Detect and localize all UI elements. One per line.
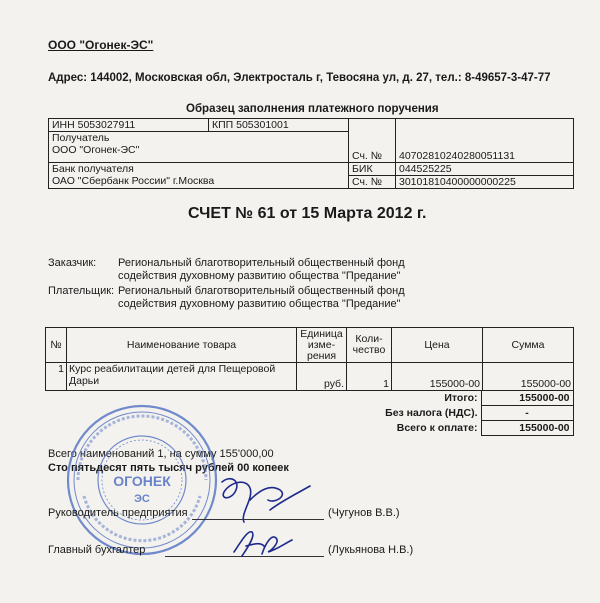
customer-line1: Региональный благотворительный общественный фонд [118, 257, 405, 269]
col-header-qty: Коли-чество [347, 328, 392, 363]
summary-words: Сто пятьдесят пять тысяч рублей 00 копеек [48, 462, 289, 474]
corr-account-number: 30101810400000000225 [396, 176, 574, 189]
accountant-label: Главный бухгалтер [48, 544, 146, 556]
seller-address: Адрес: 144002, Московская обл, Электросталь г, Тевосяна ул, д. 27, тел.: 8-49657-3-47-77 [48, 72, 551, 84]
bank-name: ОАО "Сбербанк России" г.Москва [52, 175, 215, 187]
col-header-name: Наименование товара [67, 328, 297, 363]
requisites-table [48, 118, 574, 189]
row-sum: 155000-00 [483, 363, 574, 391]
bank-label: Банк получателя [52, 163, 134, 175]
row-qty: 1 [347, 363, 392, 391]
customer-line2: содействия духовному развитию общества "Предание" [118, 270, 401, 282]
vat-label: Без налога (НДС). [385, 407, 478, 419]
accountant-name: (Лукьянова Н.В.) [328, 544, 414, 556]
invoice-title: СЧЕТ № 61 от 15 Марта 2012 г. [188, 205, 427, 222]
seller-name: ООО "Огонек-ЭС" [48, 38, 154, 52]
company-stamp [62, 400, 222, 560]
vat-value: - [481, 406, 573, 421]
recipient-cell [49, 132, 349, 163]
col-header-num: № [46, 328, 67, 363]
col-header-sum: Сумма [483, 328, 574, 363]
col-header-price: Цена [392, 328, 483, 363]
accountant-signature [228, 522, 298, 562]
totals-table [300, 390, 574, 436]
kpp-cell: КПП 505301001 [209, 119, 349, 132]
row-price: 155000-00 [392, 363, 483, 391]
stamp-sub-text: ЭС [134, 493, 150, 505]
table-row [46, 363, 574, 391]
total-value: 155000-00 [481, 391, 573, 406]
director-label: Руководитель предприятия [48, 507, 188, 519]
payment-sample-title: Образец заполнения платежного поручения [186, 103, 439, 115]
due-label: Всего к оплате: [396, 422, 478, 434]
director-signature [210, 470, 320, 530]
due-value: 155000-00 [481, 421, 573, 436]
payer-line2: содействия духовному развитию общества "Предание" [118, 298, 401, 310]
stamp-center-text: ОГОНЕК [113, 473, 171, 489]
payer-line1: Региональный благотворительный общественный фонд [118, 285, 405, 297]
bik-label: БИК [349, 163, 396, 176]
payer-label: Плательщик: [48, 285, 115, 297]
director-name: (Чугунов В.В.) [328, 507, 400, 519]
total-label: Итого: [444, 392, 478, 404]
row-name: Курс реабилитации детей для Пещеровой Дарьи [67, 363, 297, 391]
corr-account-label: Сч. № [349, 176, 396, 189]
account-label: Сч. № [349, 132, 396, 163]
customer-label: Заказчик: [48, 257, 97, 269]
row-num: 1 [46, 363, 67, 391]
recipient-name: ООО "Огонек-ЭС" [52, 144, 140, 156]
bik-value: 044525225 [396, 163, 574, 176]
bank-cell [49, 163, 349, 189]
row-unit: руб. [297, 363, 347, 391]
recipient-label: Получатель [52, 132, 110, 144]
col-header-unit: Единица изме-рения [297, 328, 347, 363]
inn-cell: ИНН 5053027911 [49, 119, 209, 132]
summary-count: Всего наименований 1, на сумму 155'000,00 [48, 448, 274, 460]
account-number: 40702810240280051131 [396, 132, 574, 163]
items-table [45, 327, 574, 391]
